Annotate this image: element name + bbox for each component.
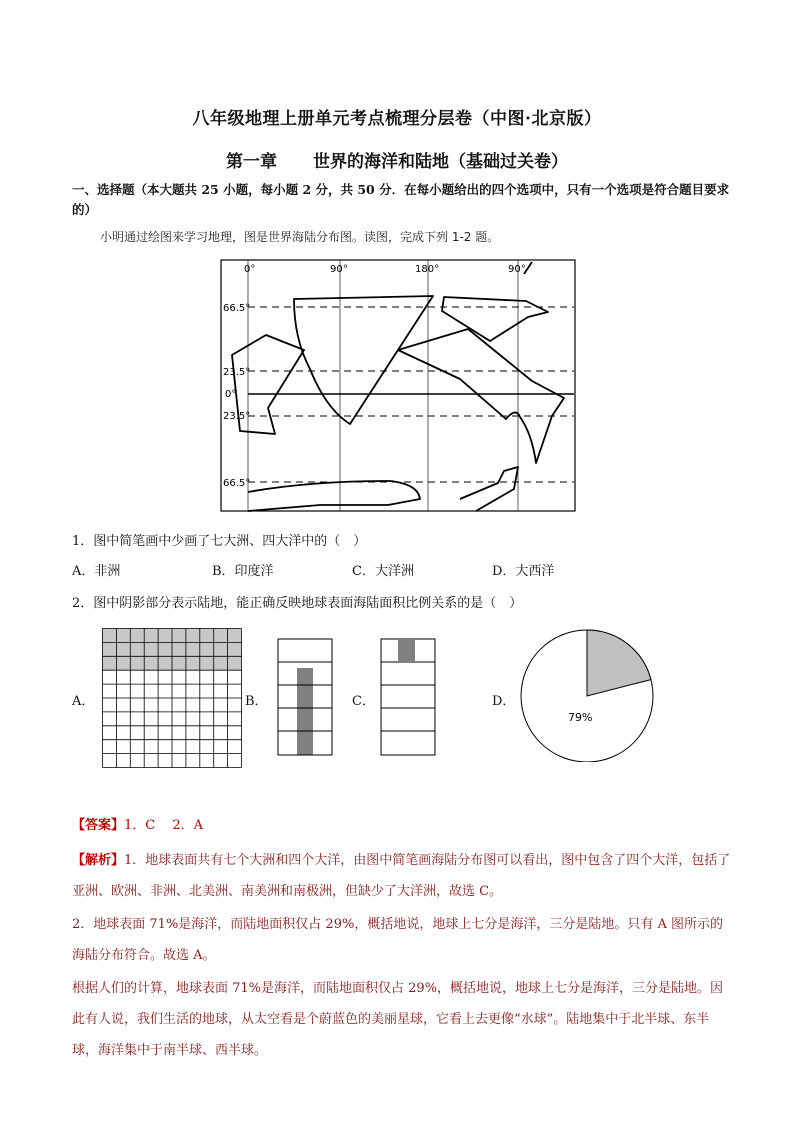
answer-line — [72, 810, 732, 841]
q2-grid-chart-a — [102, 628, 242, 768]
analysis-text-1: 1．地球表面共有七个大洲和四个大洋，由图中简笔画海陆分布图可以看出，图中包含了四个大洋，包括了亚洲、欧洲、非洲、北美洲、南美洲和南极洲，但缺少了大洋洲，故选 C。 — [72, 853, 731, 899]
q1-option-a[interactable]: A．非洲 — [72, 564, 121, 579]
q2-bar-chart-b — [277, 638, 333, 756]
lon-label-180: 180° — [415, 264, 440, 275]
q1-option-c[interactable]: C．大洋洲 — [352, 564, 414, 579]
analysis-label: 【解析】 — [72, 853, 125, 868]
document-title: 八年级地理上册单元考点梳理分层卷（中图·北京版） — [192, 109, 602, 129]
q2-option-c-label[interactable]: C． — [352, 694, 375, 709]
answer-label: 【答案】 — [72, 818, 125, 833]
q2-pie-chart-d — [520, 622, 660, 762]
analysis-paragraph-2: 2．地球表面 71%是海洋，而陆地面积仅占 29%，概括地说，地球上七分是海洋，三分是陆地。只有 A 图所示的海陆分布符合。故选 A。 — [72, 917, 723, 963]
q1-option-b[interactable]: B．印度洋 — [212, 564, 274, 579]
lat-label-0: 0° — [225, 389, 237, 400]
lat-label-23-s: 23.5° — [223, 411, 251, 422]
pie-sea-label: 79% — [568, 711, 593, 724]
lat-label-66-n: 66.5° — [223, 303, 251, 314]
q2-option-a-label[interactable]: A． — [72, 694, 95, 709]
lon-label-90w: 90° — [508, 264, 526, 275]
q2-option-b-label[interactable]: B． — [245, 694, 268, 709]
land-bar-c — [398, 640, 415, 661]
section-heading: 一、选择题（本大题共 25 小题，每小题 2 分，共 50 分．在每小题给出的四个选项中，只有一个选项是符合题目要求的） — [72, 182, 730, 217]
analysis-paragraph-1 — [72, 845, 732, 907]
q1-option-d[interactable]: D．大西洋 — [492, 564, 555, 579]
lon-label-0: 0° — [244, 264, 256, 275]
answer-text: 1．C 2．A — [124, 818, 204, 833]
question-2-stem: 2．图中阴影部分表示陆地，能正确反映地球表面海陆面积比例关系的是（ ） — [72, 596, 523, 611]
land-bar-b — [297, 668, 313, 755]
question-1-stem: 1．图中简笔画中少画了七大洲、四大洋中的（ ） — [72, 534, 367, 549]
chapter-name: 世界的海洋和陆地（基础过关卷） — [313, 152, 568, 172]
world-sea-land-map — [220, 259, 576, 512]
chapter-title — [0, 147, 794, 172]
question-intro: 小明通过绘图来学习地理，图是世界海陆分布图。读图，完成下列 1-2 题。 — [100, 230, 500, 244]
chapter-label: 第一章 — [226, 152, 277, 172]
lat-label-66-s: 66.5° — [223, 478, 251, 489]
lon-label-90e: 90° — [330, 264, 348, 275]
grid-land-shading — [102, 628, 241, 670]
lat-label-23-n: 23.5° — [223, 367, 251, 378]
analysis-paragraph-3: 根据人们的计算，地球表面 71%是海洋，而陆地面积仅占 29%，概括地说，地球上七分是海洋，三分是陆地。因此有人说，我们生活的地球，从太空看是个蔚蓝色的美丽星球，它看上去更像“水球”。陆地集中于北半球、东半球，海洋集中于南半球、西半球。 — [72, 981, 724, 1058]
q2-bar-chart-c — [380, 638, 436, 756]
q2-option-d-label[interactable]: D． — [492, 694, 516, 709]
